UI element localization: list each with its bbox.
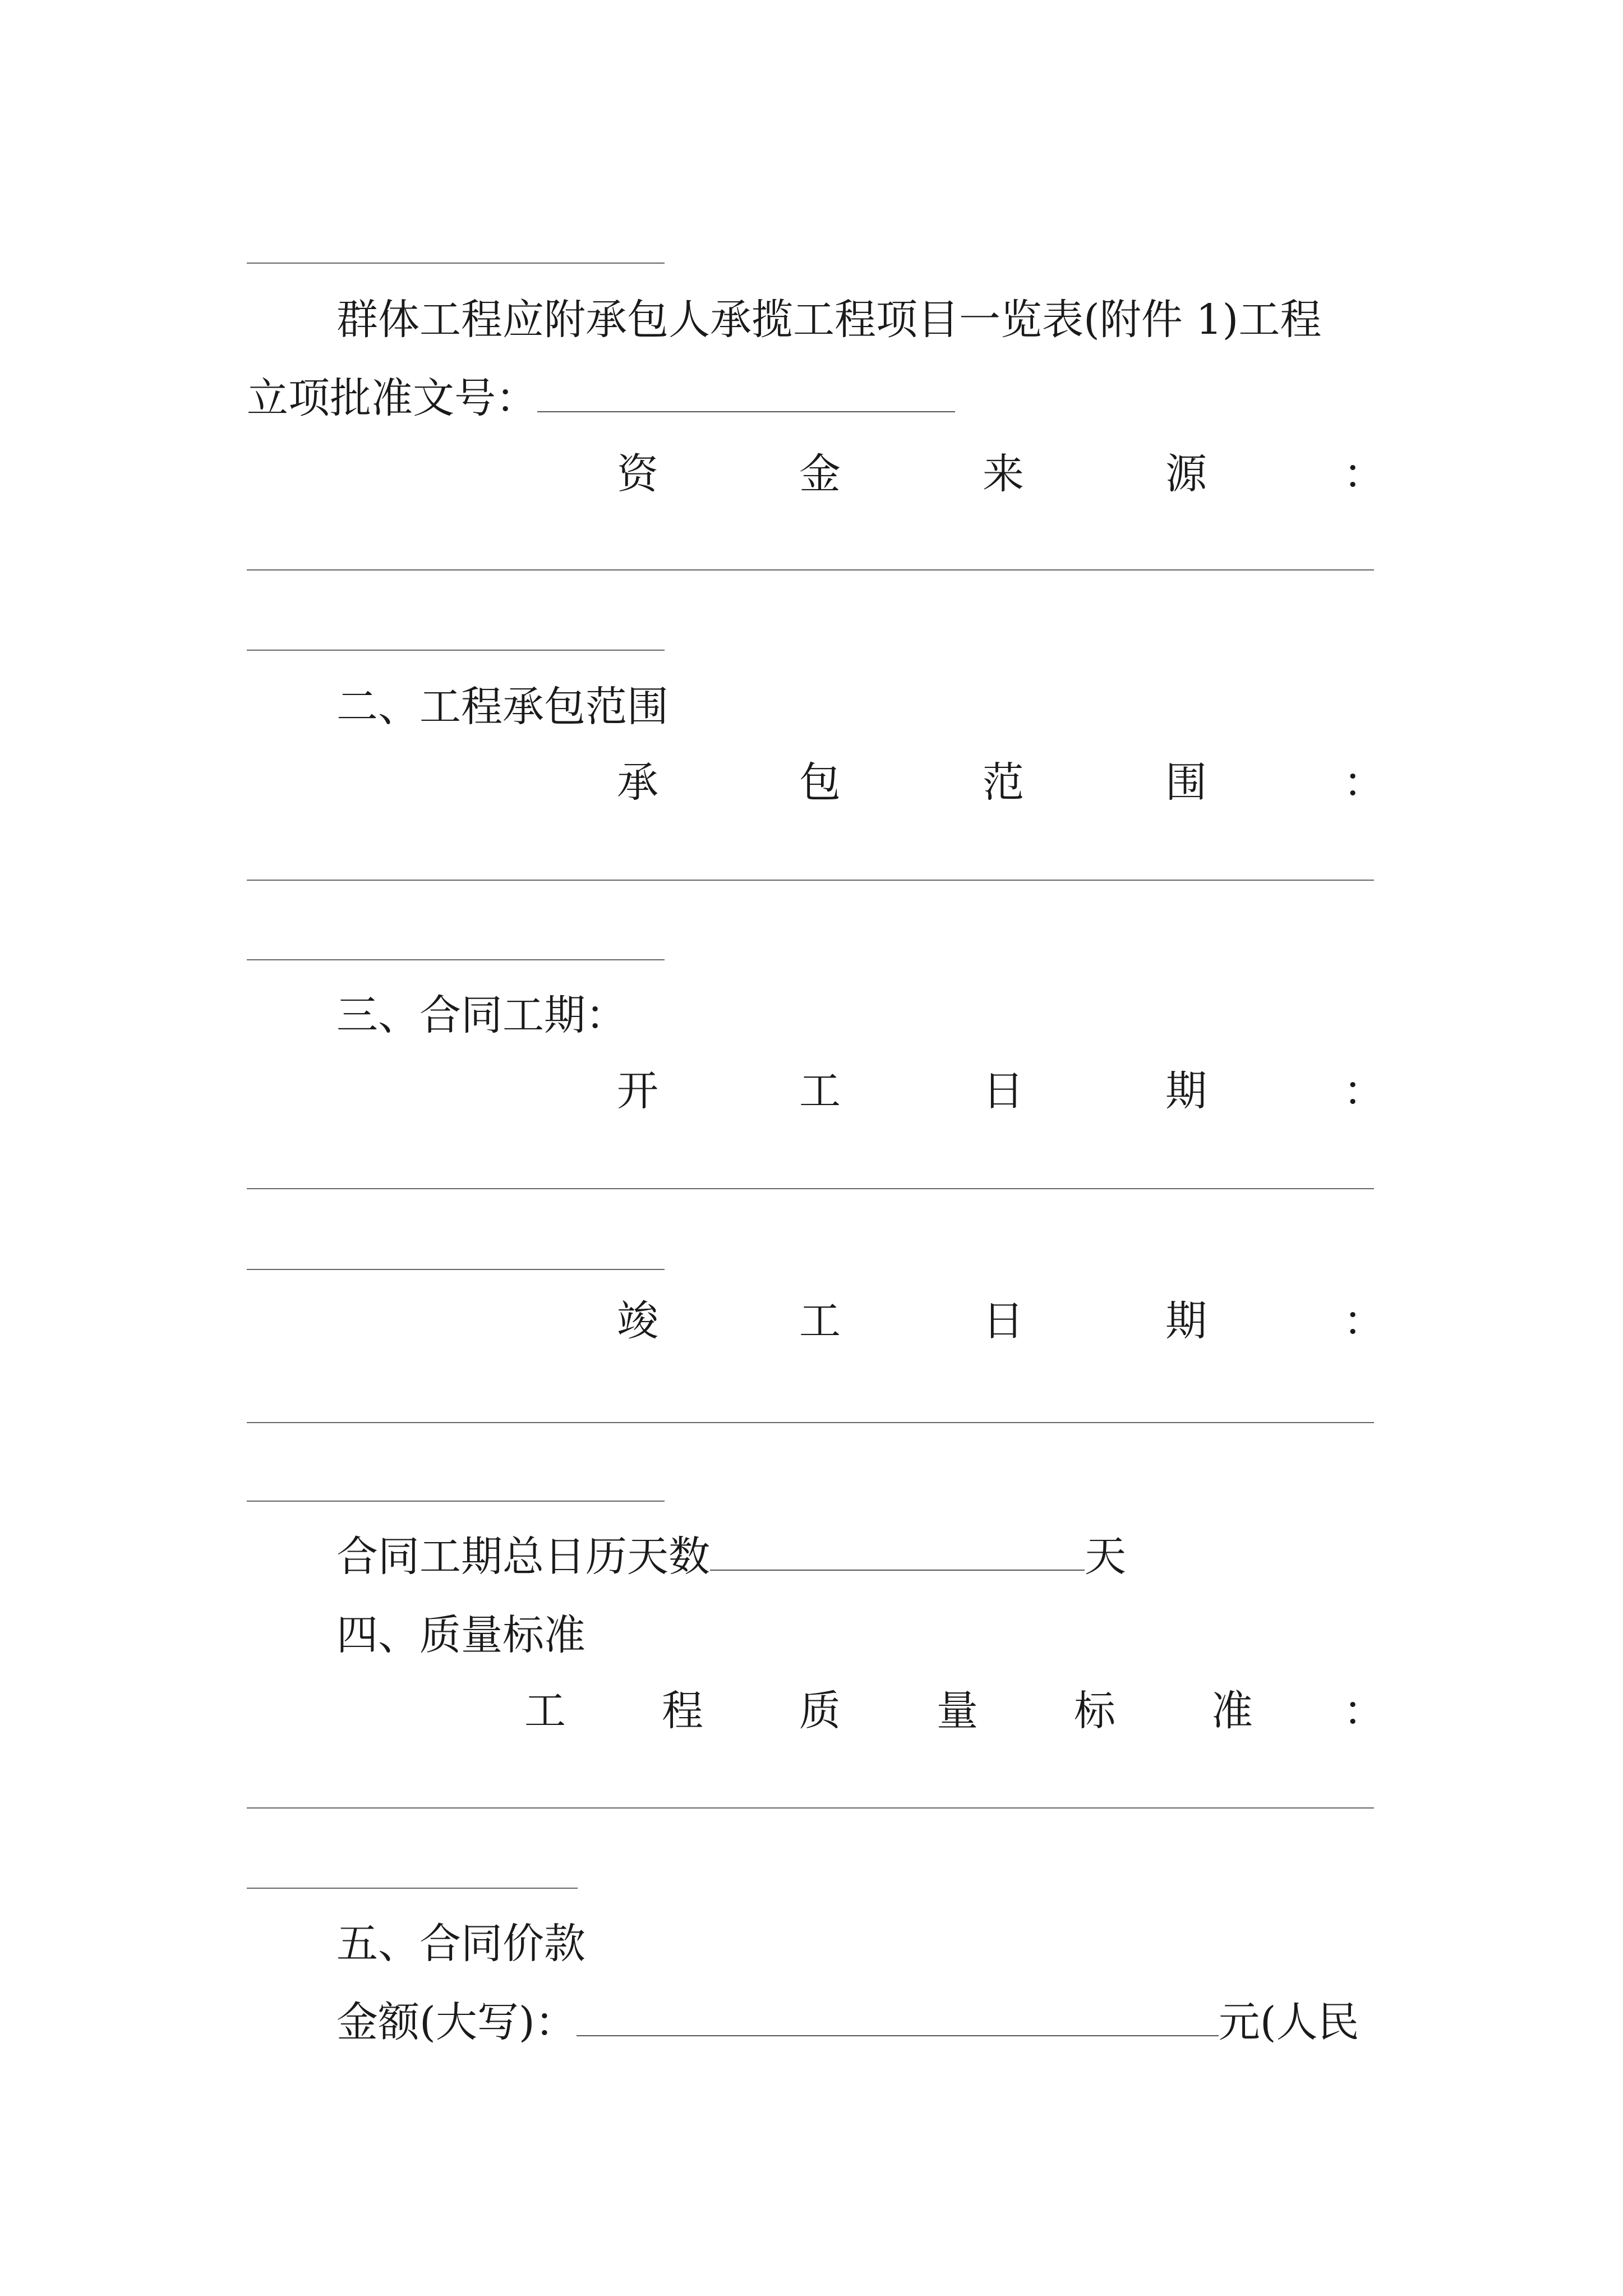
fill-line[interactable] (247, 1888, 578, 1889)
end-date-char: 工 (799, 1297, 841, 1345)
quality-char: 量 (937, 1687, 978, 1735)
section-heading: 二、工程承包范围 (336, 683, 668, 731)
fund-source-char: 资 (617, 450, 658, 498)
scope-char: ： (1343, 758, 1385, 807)
amount-label: 金额(大写)： (336, 1998, 577, 2046)
fill-line[interactable] (247, 1501, 665, 1502)
total-days-row (336, 1531, 1126, 1582)
section-heading: 三、合同工期： (336, 991, 627, 1039)
start-date-char: 工 (799, 1067, 841, 1115)
scope-char: 承 (617, 758, 658, 807)
fill-line[interactable] (247, 1807, 1374, 1809)
amount-suffix: 元(人民 (1218, 1998, 1359, 2046)
quality-char: 工 (524, 1687, 566, 1735)
quality-char: 准 (1211, 1687, 1253, 1735)
end-date-label (0, 1296, 1623, 1346)
approval-number-label: 立项批准文号： (247, 374, 537, 422)
fund-source-char: 源 (1165, 450, 1207, 498)
fund-source-char: ： (1343, 450, 1385, 498)
intro-line-1: 群体工程应附承包人承揽工程项目一览表(附件 1)工程 (336, 296, 1322, 344)
quality-label (0, 1686, 1623, 1736)
end-date-char: ： (1343, 1297, 1385, 1345)
quality-char: 标 (1074, 1687, 1115, 1735)
start-date-char: 日 (983, 1067, 1024, 1115)
section-heading: 五、合同价款 (336, 1920, 585, 1968)
approval-number-row (247, 373, 955, 424)
scope-char: 围 (1165, 758, 1207, 807)
quality-char: 程 (662, 1687, 703, 1735)
end-date-char: 期 (1165, 1297, 1207, 1345)
scope-label (0, 757, 1623, 808)
total-days-blank[interactable] (710, 1533, 1085, 1571)
scope-char: 包 (799, 758, 841, 807)
fill-line[interactable] (247, 959, 665, 960)
fill-line[interactable] (247, 1422, 1374, 1423)
fill-line[interactable] (247, 1188, 1374, 1189)
fill-line[interactable] (247, 880, 1374, 881)
amount-row (336, 1997, 1359, 2047)
scope-char: 范 (983, 758, 1024, 807)
total-days-label: 合同工期总日历天数 (336, 1533, 710, 1581)
fill-line (247, 263, 665, 264)
fund-source-label (0, 449, 1623, 499)
fill-line[interactable] (247, 1269, 665, 1270)
start-date-label (0, 1066, 1623, 1116)
fill-line[interactable] (247, 650, 665, 651)
fund-source-char: 来 (983, 450, 1024, 498)
start-date-char: 开 (617, 1067, 658, 1115)
section-heading: 四、质量标准 (336, 1611, 585, 1659)
start-date-char: ： (1343, 1067, 1385, 1115)
total-days-unit: 天 (1085, 1533, 1126, 1581)
fund-source-char: 金 (799, 450, 841, 498)
fill-line[interactable] (247, 569, 1374, 570)
quality-char: ： (1343, 1687, 1385, 1735)
end-date-char: 竣 (617, 1297, 658, 1345)
amount-blank[interactable] (577, 1998, 1219, 2036)
start-date-char: 期 (1165, 1067, 1207, 1115)
approval-number-blank[interactable] (537, 374, 955, 412)
end-date-char: 日 (983, 1297, 1024, 1345)
quality-char: 质 (799, 1687, 841, 1735)
